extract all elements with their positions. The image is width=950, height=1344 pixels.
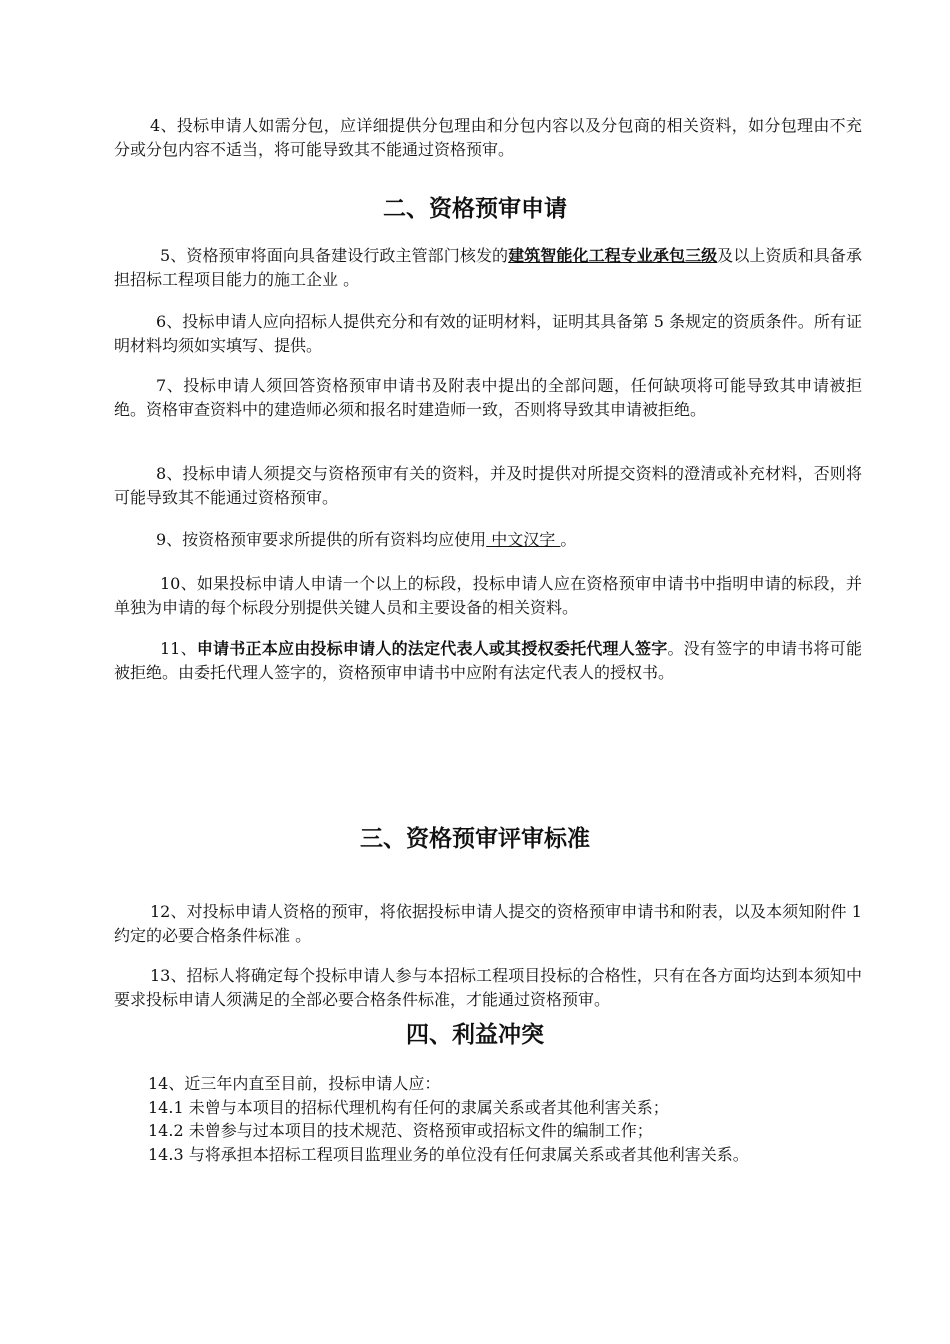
paragraph-11-tail: 。没有签字的申请书将可能被拒绝。由委托代理人签字的，资格预审申请书中应附有法定代表人的授权书。 [114,639,862,682]
paragraph-11-number: 11、 [160,639,197,658]
paragraph-8: 8、投标申请人须提交与资格预审有关的资料，并及时提供对所提交资料的澄清或补充材料，否则将可能导致其不能通过资格预审。 [114,464,862,507]
paragraph-7: 7、投标申请人须回答资格预审申请书及附表中提出的全部问题，任何缺项将可能导致其申请被拒绝。资格审查资料中的建造师必须和报名时建造师一致，否则将导致其申请被拒绝。 [114,376,862,419]
signature-requirement: 申请书正本应由投标申请人的法定代表人或其授权委托代理人签字 [196,639,668,658]
section-heading-4: 四、利益冲突 [406,1022,544,1048]
list-item: 14.3 与将承担本招标工程项目监理业务的单位没有任何隶属关系或者其他利害关系。 [148,1144,749,1164]
list-item: 14.2 未曾参与过本项目的技术规范、资格预审或招标文件的编制工作； [148,1121,653,1140]
language-requirement: 中文汉字 [486,530,561,549]
paragraph-5-text: 5、资格预审将面向具备建设行政主管部门核发的 [160,246,509,265]
paragraph-14-intro: 14、近三年内直至目前，投标申请人应： [148,1074,441,1093]
paragraph-12: 12、对投标申请人资格的预审，将依据投标申请人提交的资格预审申请书和附表，以及本须知附件 1 约定的必要合格条件标准 。 [114,902,862,945]
list-item: 14.1 未曾与本项目的招标代理机构有任何的隶属关系或者其他利害关系； [148,1097,669,1117]
section-heading-2: 二、资格预审申请 [383,196,567,222]
section-heading-3: 三、资格预审评审标准 [360,826,590,852]
paragraph-9-tail: 。 [560,530,577,549]
paragraph-11 [114,637,862,684]
paragraph-10: 10、如果投标申请人申请一个以上的标段，投标申请人应在资格预审申请书中指明申请的标段，并单独为申请的每个标段分别提供关键人员和主要设备的相关资料。 [114,574,862,617]
paragraph-5 [114,244,862,291]
paragraph-9-text: 9、按资格预审要求所提供的所有资料均应使用 [156,530,487,549]
paragraph-14 [148,1072,868,1166]
paragraph-4: 4、投标申请人如需分包，应详细提供分包理由和分包内容以及分包商的相关资料，如分包理由不充分或分包内容不适当，将可能导致其不能通过资格预审。 [114,116,862,159]
paragraph-5-tail: 及以上资质和具备承担招标工程项目能力的施工企业 。 [114,246,862,289]
qualification-requirement: 建筑智能化工程专业承包三级 [508,246,718,265]
paragraph-6: 6、投标申请人应向招标人提供充分和有效的证明材料，证明其具备第 5 条规定的资质条件。所有证明材料均须如实填写、提供。 [114,312,862,355]
paragraph-9 [114,528,862,552]
paragraph-13: 13、招标人将确定每个投标申请人参与本招标工程项目投标的合格性，只有在各方面均达到本须知中要求投标申请人须满足的全部必要合格条件标准，才能通过资格预审。 [114,966,862,1009]
